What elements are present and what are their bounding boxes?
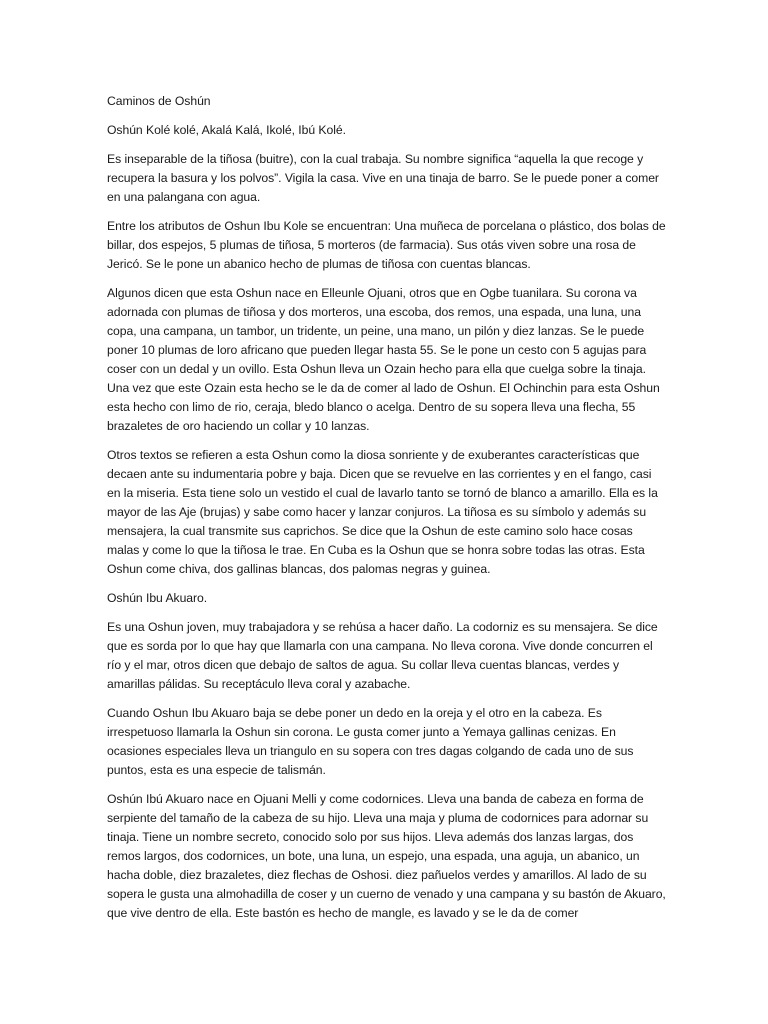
paragraph: Otros textos se refieren a esta Oshun como la diosa sonriente y de exuberantes características que decaen ante su indumentaria pobre y baja. Dicen que se revuelve en las corrientes y en el fango, casi en la miseria. Esta tiene solo un vestido el cual de lavarlo tanto se tornó de blanco a amarillo. Ella es la mayor de las Aje (brujas) y sabe como hacer y lanzar conjuros. La tiñosa es su símbolo y además su mensajera, la cual transmite sus caprichos. Se dice que la Oshun de este camino solo hace cosas malas y come lo que la tiñosa le trae. En Cuba es la Oshun que se honra sobre todas las otras. Esta Oshun come chiva, dos gallinas blancas, dos palomas negras y guinea. (107, 448, 658, 576)
paragraph: Es inseparable de la tiñosa (buitre), con la cual trabaja. Su nombre significa “aquella la que recoge y recupera la basura y los polvos”. Vigila la casa. Vive en una tinaja de barro. Se le puede poner a comer en una palangana con agua. (107, 152, 659, 204)
paragraph: Oshún Kolé kolé, Akalá Kalá, Ikolé, Ibú Kolé. (107, 123, 346, 137)
document-body (107, 92, 667, 933)
paragraph: Algunos dicen que esta Oshun nace en Elleunle Ojuani, otros que en Ogbe tuanilara. Su corona va adornada con plumas de tiñosa y dos morteros, una escoba, dos remos, una espada, una luna, una copa, una campana, un tambor, un tridente, un peine, una mano, un pilón y diez lanzas. Se le puede poner 10 plumas de loro africano que pueden llegar hasta 55. Se le pone un cesto con 5 agujas para coser con un dedal y un ovillo. Esta Oshun lleva un Ozain hecho para ella que cuelga sobre la tinaja. Una vez que este Ozain esta hecho se le da de comer al lado de Oshun. El Ochinchin para esta Oshun esta hecho con limo de rio, ceraja, bledo blanco o acelga. Dentro de su sopera lleva una flecha, 55 brazaletes de oro haciendo un collar y 10 lanzas. (107, 286, 660, 433)
paragraph: Entre los atributos de Oshun Ibu Kole se encuentran: Una muñeca de porcelana o plástico, dos bolas de billar, dos espejos, 5 plumas de tiñosa, 5 morteros (de farmacia). Sus otás viven sobre una rosa de Jericó. Se le pone un abanico hecho de plumas de tiñosa con cuentas blancas. (107, 219, 666, 271)
paragraph: Oshún Ibú Akuaro nace en Ojuani Melli y come codornices. Lleva una banda de cabeza en forma de serpiente del tamaño de la cabeza de su hijo. Lleva una maja y pluma de codornices para adornar su tinaja. Tiene un nombre secreto, conocido solo por sus hijos. Lleva además dos lanzas largas, dos remos largos, dos codornices, un bote, una luna, un espejo, una espada, una aguja, un abanico, un hacha doble, diez brazaletes, diez flechas de Oshosi. diez pañuelos verdes y amarillos. Al lado de su sopera le gusta una almohadilla de coser y un cuerno de venado y una campana y su bastón de Akuaro, que vive dentro de ella. Este bastón es hecho de mangle, es lavado y se le da de comer (107, 792, 666, 920)
document-title: Caminos de Oshún (107, 94, 211, 108)
section-heading: Oshún Ibu Akuaro. (107, 591, 208, 605)
paragraph: Cuando Oshun Ibu Akuaro baja se debe poner un dedo en la oreja y el otro en la cabeza. Es irrespetuoso llamarla la Oshun sin corona. Le gusta comer junto a Yemaya gallinas cenizas. En ocasiones especiales lleva un triangulo en su sopera con tres dagas colgando de cada uno de sus puntos, esta es una especie de talismán. (107, 706, 634, 777)
paragraph: Es una Oshun joven, muy trabajadora y se rehúsa a hacer daño. La codorniz es su mensajera. Se dice que es sorda por lo que hay que llamarla con una campana. No lleva corona. Vive donde concurren el río y el mar, otros dicen que debajo de saltos de agua. Su collar lleva cuentas blancas, verdes y amarillas pálidas. Su receptáculo lleva coral y azabache. (107, 620, 658, 691)
